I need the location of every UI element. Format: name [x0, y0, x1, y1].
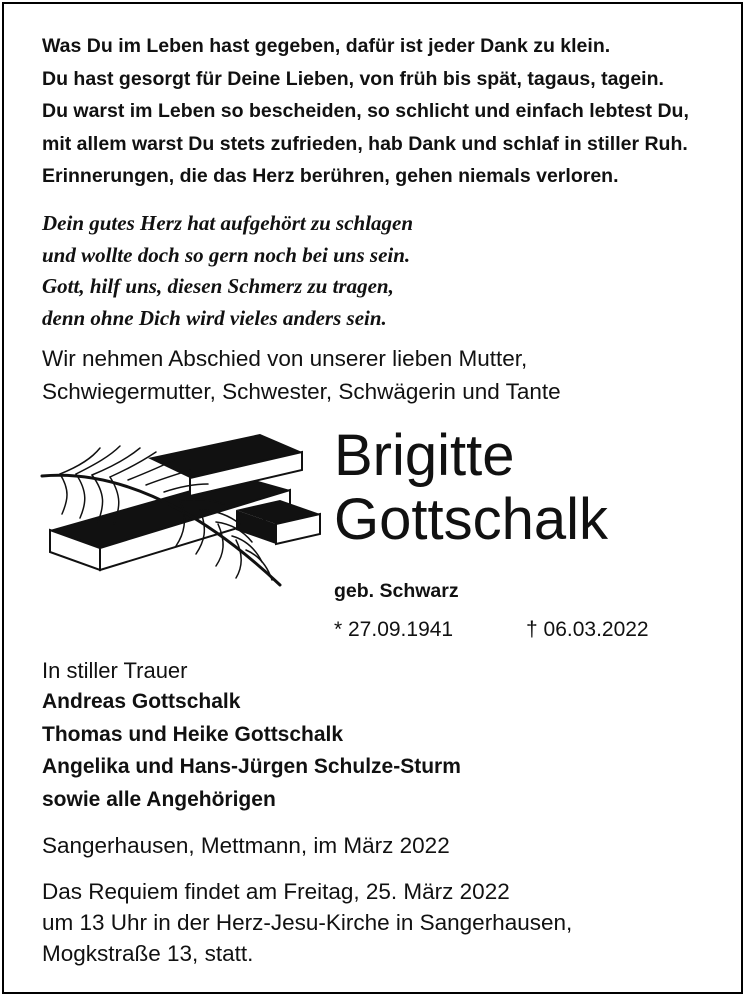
farewell-intro	[42, 342, 561, 408]
poem	[42, 30, 689, 193]
poem-line: Du hast gesorgt für Deine Lieben, von früh bis spät, tagaus, tagein.	[42, 67, 664, 90]
last-name: Gottschalk	[334, 487, 608, 552]
mourning-label: In stiller Trauer	[42, 658, 188, 683]
deceased-name	[334, 424, 608, 552]
mourner-name: Angelika und Hans-Jürgen Schulze-Sturm	[42, 755, 461, 778]
mourner-name: sowie alle Angehörigen	[42, 787, 276, 811]
intro-line: Wir nehmen Abschied von unserer lieben Mutter,	[42, 346, 528, 371]
birth-date: * 27.09.1941	[334, 618, 454, 641]
first-name: Brigitte	[334, 423, 515, 488]
verse-line: Dein gutes Herz hat aufgehört zu schlagen	[42, 211, 414, 235]
place-date: Sangerhausen, Mettmann, im März 2022	[42, 833, 450, 858]
life-dates	[334, 618, 649, 642]
mourner-name: Thomas und Heike Gottschalk	[42, 722, 344, 746]
requiem-line: Mogkstraße 13, statt.	[42, 941, 254, 966]
maiden-name: geb. Schwarz	[334, 580, 459, 602]
mourner-name: Andreas Gottschalk	[42, 690, 241, 713]
cross-with-palm-frond-icon	[40, 430, 330, 590]
requiem-line: um 13 Uhr in der Herz-Jesu-Kirche in Sangerhausen,	[42, 910, 573, 935]
requiem-info	[42, 876, 572, 969]
death-date: † 06.03.2022	[526, 618, 649, 641]
poem-line: Erinnerungen, die das Herz berühren, gehen niemals verloren.	[42, 165, 619, 187]
cross-icon	[50, 434, 320, 570]
verse-line: denn ohne Dich wird vieles anders sein.	[42, 305, 387, 330]
verse-line: Gott, hilf uns, diesen Schmerz zu tragen,	[42, 274, 394, 298]
requiem-line: Das Requiem findet am Freitag, 25. März 2022	[42, 879, 510, 904]
verse-line: und wollte doch so gern noch bei uns sein.	[42, 242, 411, 267]
verse	[42, 208, 413, 334]
intro-line: Schwiegermutter, Schwester, Schwägerin und Tante	[42, 379, 561, 404]
poem-line: Du warst im Leben so bescheiden, so schlicht und einfach lebtest Du,	[42, 100, 689, 122]
mourners	[42, 656, 461, 816]
poem-line: mit allem warst Du stets zufrieden, hab Dank und schlaf in stiller Ruh.	[42, 132, 688, 155]
poem-line: Was Du im Leben hast gegeben, dafür ist jeder Dank zu klein.	[42, 35, 611, 57]
